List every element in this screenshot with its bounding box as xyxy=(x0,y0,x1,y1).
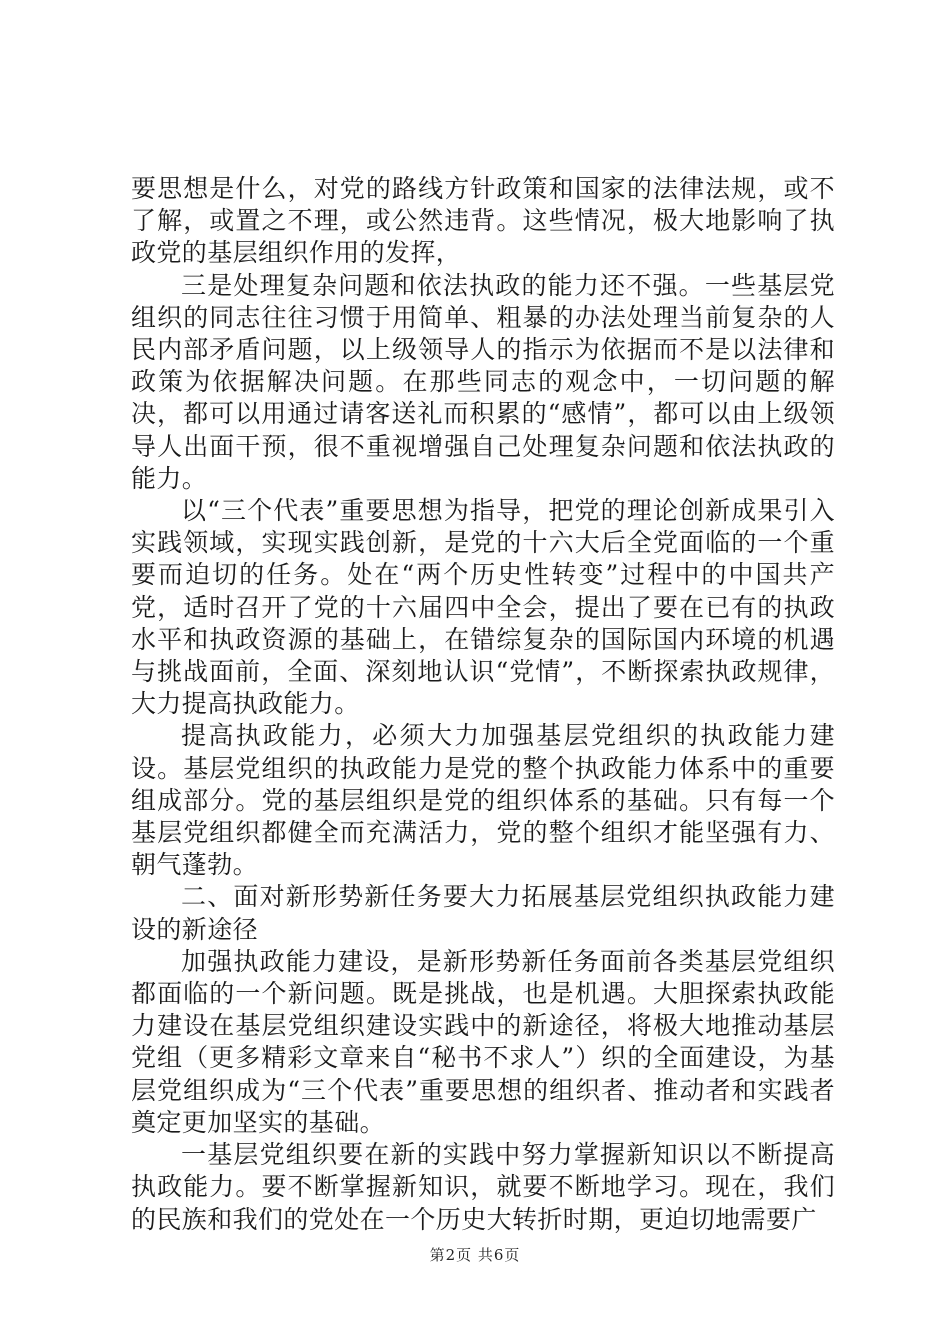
section-heading-two: 二、面对新形势新任务要大力拓展基层党组织执政能力建设的新途径 xyxy=(131,882,835,944)
paragraph-new-approaches: 加强执政能力建设，是新形势新任务面前各类基层党组织都面临的一个新问题。既是挑战，也是机遇。大胆探索执政能力建设在基层党组织建设实践中的新途径，将极大地推动基层党组（更多精彩文章来自“秘书不求人”）织的全面建设，为基层党组织成为“三个代表”重要思想的组织者、推动者和实践者奠定更加坚实的基础。 xyxy=(131,946,835,1137)
page-number-footer: 第2页 共6页 xyxy=(429,1246,521,1264)
paragraph-improve-capability: 提高执政能力，必须大力加强基层党组织的执政能力建设。基层党组织的执政能力是党的整个执政能力体系中的重要组成部分。党的基层组织是党的组织体系的基础。只有每一个基层党组织都健全而充满活力，党的整个组织才能坚强有力、朝气蓬勃。 xyxy=(131,721,835,880)
paragraph-three-represents: 以“三个代表”重要思想为指导，把党的理论创新成果引入实践领域，实现实践创新，是党的十六大后全党面临的一个重要而迫切的任务。处在“两个历史性转变”过程中的中国共产党，适时召开了党的十六届四中全会，提出了要在已有的执政水平和执政资源的基础上，在错综复杂的国际国内环境的机遇与挑战面前，全面、深刻地认识“党情”，不断探索执政规律，大力提高执政能力。 xyxy=(131,496,835,719)
document-body xyxy=(131,173,835,1236)
paragraph-continuation: 要思想是什么，对党的路线方针政策和国家的法律法规，或不了解，或置之不理，或公然违背。这些情况，极大地影响了执政党的基层组织作用的发挥， xyxy=(131,174,835,268)
paragraph-new-knowledge: 一基层党组织要在新的实践中努力掌握新知识以不断提高执政能力。要不断掌握新知识，就要不断地学习。现在，我们的民族和我们的党处在一个历史大转折时期，更迫切地需要广 xyxy=(131,1140,835,1234)
paragraph-point-three: 三是处理复杂问题和依法执政的能力还不强。一些基层党组织的同志往往习惯于用简单、粗暴的办法处理当前复杂的人民内部矛盾问题，以上级领导人的指示为依据而不是以法律和政策为依据解决问题。在那些同志的观念中，一切问题的解决，都可以用通过请客送礼而积累的“感情”，都可以由上级领导人出面干预，很不重视增强自己处理复杂问题和依法执政的能力。 xyxy=(131,270,835,493)
